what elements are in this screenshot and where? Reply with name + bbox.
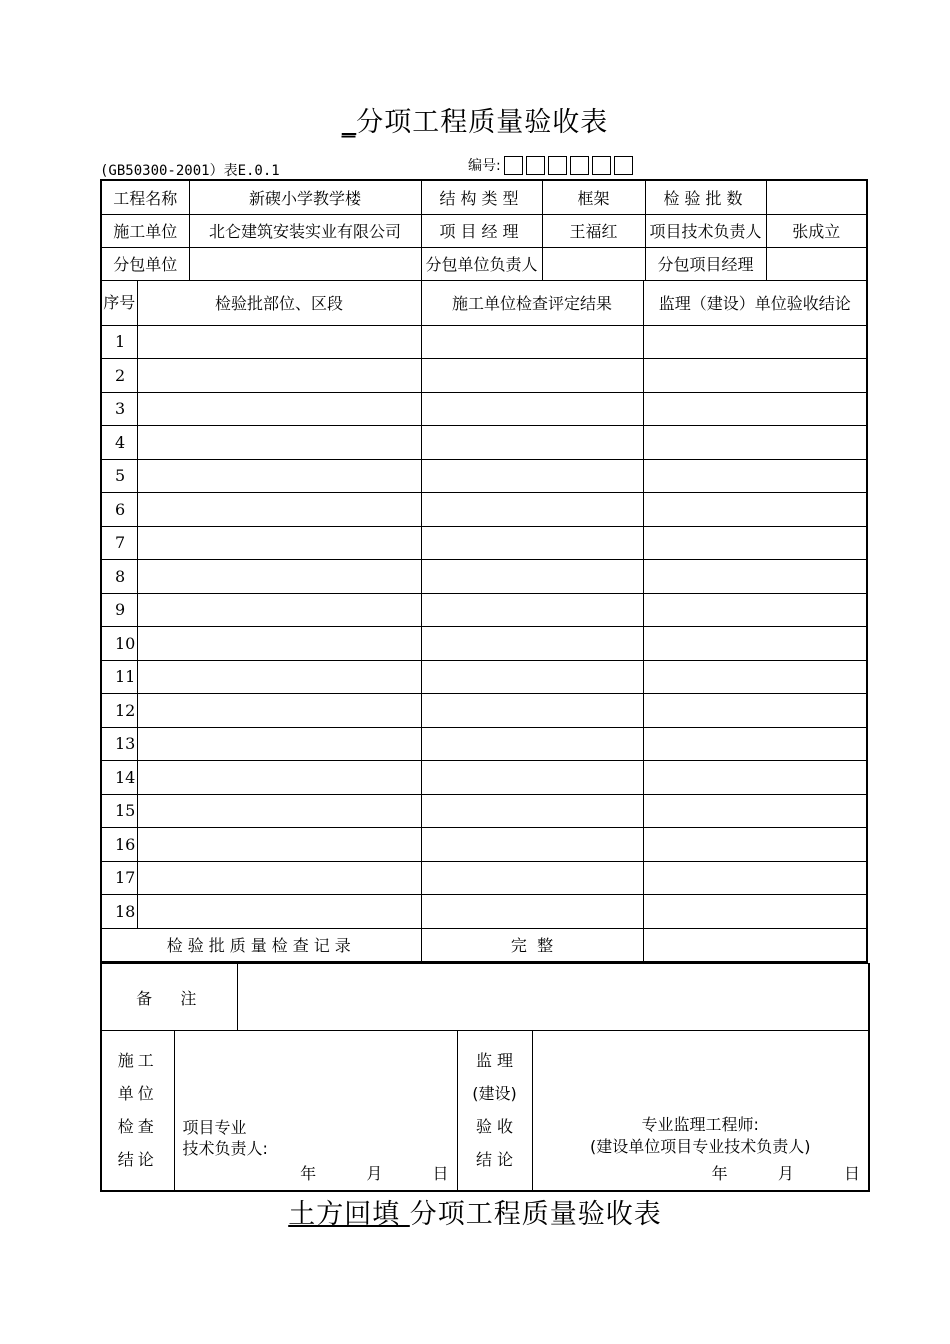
constructor-side-text: 施工单位检查结论	[117, 1051, 158, 1170]
row-number: 10	[101, 627, 137, 661]
table-row	[101, 761, 867, 795]
row-result[interactable]	[421, 660, 643, 694]
row-location[interactable]	[137, 761, 421, 795]
row-conclusion[interactable]	[643, 459, 867, 493]
table-row	[101, 794, 867, 828]
row-location[interactable]	[137, 493, 421, 527]
table-row	[101, 359, 867, 393]
supervisor-side-line4: 结 论	[475, 1150, 514, 1170]
row-location[interactable]	[137, 794, 421, 828]
supervisor-side-line2: (建设)	[472, 1084, 517, 1104]
sub-pm-value[interactable]	[766, 247, 867, 280]
standard-code: (GB50300-2001）表E.0.1	[100, 163, 280, 179]
constructor-conclusion-label	[101, 1031, 174, 1191]
row-result[interactable]	[421, 459, 643, 493]
supervisor-conclusion-label	[457, 1031, 532, 1191]
batch-count-value[interactable]	[766, 180, 867, 214]
constructor-date: 年 月 日	[300, 1163, 449, 1183]
table-row	[101, 593, 867, 627]
row-number: 2	[101, 359, 137, 393]
remarks-value[interactable]	[237, 964, 869, 1031]
row-result[interactable]	[421, 392, 643, 426]
serial-number	[468, 155, 633, 175]
table-row	[101, 895, 867, 929]
serial-box[interactable]	[526, 156, 545, 175]
row-number: 3	[101, 392, 137, 426]
row-location[interactable]	[137, 660, 421, 694]
table-row	[101, 828, 867, 862]
row-result[interactable]	[421, 861, 643, 895]
table-row	[101, 426, 867, 460]
serial-box[interactable]	[570, 156, 589, 175]
supervisor-signer-line1: 专业监理工程师:	[641, 1115, 759, 1134]
row-conclusion[interactable]	[643, 560, 867, 594]
row-result[interactable]	[421, 325, 643, 359]
table-row	[101, 861, 867, 895]
supervisor-signer-label	[533, 1114, 869, 1158]
supervisor-side-line3: 验 收	[475, 1117, 514, 1137]
quality-record-value[interactable]: 完 整	[421, 928, 643, 962]
serial-box[interactable]	[548, 156, 567, 175]
row-number: 4	[101, 426, 137, 460]
row-conclusion[interactable]	[643, 828, 867, 862]
row-conclusion[interactable]	[643, 694, 867, 728]
constructor-value[interactable]: 北仑建筑安装实业有限公司	[189, 214, 421, 247]
project-name-label: 工程名称	[101, 180, 189, 214]
row-conclusion[interactable]	[643, 526, 867, 560]
row-number: 8	[101, 560, 137, 594]
row-number: 9	[101, 593, 137, 627]
row-location[interactable]	[137, 861, 421, 895]
location-header: 检验批部位、区段	[137, 280, 421, 325]
row-result[interactable]	[421, 794, 643, 828]
row-result[interactable]	[421, 627, 643, 661]
supervisor-date: 年 月 日	[711, 1163, 860, 1183]
quality-record-conclusion[interactable]	[643, 928, 867, 962]
title-blank: _	[341, 107, 357, 138]
tech-lead-value[interactable]: 张成立	[766, 214, 867, 247]
row-conclusion[interactable]	[643, 660, 867, 694]
row-result[interactable]	[421, 526, 643, 560]
constructor-signer-label	[183, 1117, 268, 1159]
row-result[interactable]	[421, 493, 643, 527]
table-row	[101, 325, 867, 359]
sub-pm-label: 分包项目经理	[645, 247, 766, 280]
project-name-value[interactable]: 新碶小学教学楼	[189, 180, 421, 214]
remarks-label: 备 注	[101, 964, 237, 1031]
quality-record-label: 检验批质量检查记录	[101, 928, 421, 962]
row-location[interactable]	[137, 593, 421, 627]
supervisor-signer-line2: (建设单位项目专业技术负责人)	[590, 1137, 811, 1156]
row-location[interactable]	[137, 325, 421, 359]
pm-label: 项目经理	[421, 214, 542, 247]
table-row	[101, 694, 867, 728]
row-number: 6	[101, 493, 137, 527]
row-number: 14	[101, 761, 137, 795]
row-conclusion[interactable]	[643, 359, 867, 393]
bottom-title	[0, 1192, 950, 1231]
subcontractor-label: 分包单位	[101, 247, 189, 280]
supervisor-side-line1: 监 理	[475, 1051, 514, 1071]
row-conclusion[interactable]	[643, 727, 867, 761]
table-row	[101, 526, 867, 560]
row-conclusion[interactable]	[643, 861, 867, 895]
constructor-signer-line1: 项目专业	[182, 1118, 247, 1137]
page-title	[0, 100, 950, 139]
row-result[interactable]	[421, 593, 643, 627]
structure-type-label: 结构类型	[421, 180, 542, 214]
row-result[interactable]	[421, 895, 643, 929]
supervisor-signature-area[interactable]	[532, 1031, 869, 1191]
row-location[interactable]	[137, 627, 421, 661]
row-number: 16	[101, 828, 137, 862]
row-conclusion[interactable]	[643, 794, 867, 828]
table-row	[101, 392, 867, 426]
row-number: 5	[101, 459, 137, 493]
row-location[interactable]	[137, 426, 421, 460]
acceptance-table-grid	[100, 179, 868, 963]
row-conclusion[interactable]	[643, 493, 867, 527]
seq-header-text: 序号	[103, 292, 136, 312]
serial-label: 编号:	[468, 158, 501, 174]
constructor-signer-line2: 技术负责人:	[182, 1139, 268, 1158]
constructor-result-header: 施工单位检查评定结果	[421, 280, 643, 325]
row-conclusion[interactable]	[643, 761, 867, 795]
sub-lead-value[interactable]	[542, 247, 645, 280]
constructor-label: 施工单位	[101, 214, 189, 247]
row-number: 12	[101, 694, 137, 728]
row-result[interactable]	[421, 694, 643, 728]
remarks-row	[101, 964, 869, 1031]
row-result[interactable]	[421, 426, 643, 460]
row-number: 18	[101, 895, 137, 929]
row-number: 1	[101, 325, 137, 359]
row-number: 7	[101, 526, 137, 560]
table-row	[101, 493, 867, 527]
batch-count-label: 检验批数	[645, 180, 766, 214]
subcontractor-value[interactable]	[189, 247, 421, 280]
row-location[interactable]	[137, 694, 421, 728]
structure-type-value[interactable]: 框架	[542, 180, 645, 214]
row-conclusion[interactable]	[643, 426, 867, 460]
bottom-title-item: 土方回填	[288, 1199, 410, 1230]
title-text: 分项工程质量验收表	[356, 107, 609, 138]
table-row	[101, 627, 867, 661]
row-location[interactable]	[137, 727, 421, 761]
row-number: 13	[101, 727, 137, 761]
serial-box[interactable]	[504, 156, 523, 175]
serial-box[interactable]	[614, 156, 633, 175]
row-number: 17	[101, 861, 137, 895]
row-location[interactable]	[137, 895, 421, 929]
header-row-2	[101, 214, 867, 247]
row-result[interactable]	[421, 727, 643, 761]
row-location[interactable]	[137, 560, 421, 594]
table-row	[101, 459, 867, 493]
table-row	[101, 727, 867, 761]
row-result[interactable]	[421, 761, 643, 795]
quality-record-row	[101, 928, 867, 962]
constructor-signature-area[interactable]	[174, 1031, 457, 1191]
table-row	[101, 560, 867, 594]
supervisor-conclusion-header: 监理（建设）单位验收结论	[643, 280, 867, 325]
signature-row	[101, 1031, 869, 1191]
sub-lead-label: 分包单位负责人	[421, 247, 542, 280]
row-conclusion[interactable]	[643, 627, 867, 661]
seq-header	[101, 280, 137, 325]
row-location[interactable]	[137, 392, 421, 426]
serial-box[interactable]	[592, 156, 611, 175]
row-conclusion[interactable]	[643, 392, 867, 426]
tech-lead-label: 项目技术负责人	[645, 214, 766, 247]
header-row-1	[101, 180, 867, 214]
row-location[interactable]	[137, 459, 421, 493]
row-result[interactable]	[421, 359, 643, 393]
row-conclusion[interactable]	[643, 325, 867, 359]
header-row-3	[101, 247, 867, 280]
row-result[interactable]	[421, 828, 643, 862]
table-row	[101, 660, 867, 694]
row-conclusion[interactable]	[643, 895, 867, 929]
pm-value[interactable]: 王福红	[542, 214, 645, 247]
row-conclusion[interactable]	[643, 593, 867, 627]
bottom-title-text: 分项工程质量验收表	[409, 1199, 662, 1230]
signature-table	[100, 963, 870, 1192]
row-number: 15	[101, 794, 137, 828]
row-location[interactable]	[137, 828, 421, 862]
row-location[interactable]	[137, 526, 421, 560]
row-result[interactable]	[421, 560, 643, 594]
column-header-row	[101, 280, 867, 325]
row-number: 11	[101, 660, 137, 694]
row-location[interactable]	[137, 359, 421, 393]
